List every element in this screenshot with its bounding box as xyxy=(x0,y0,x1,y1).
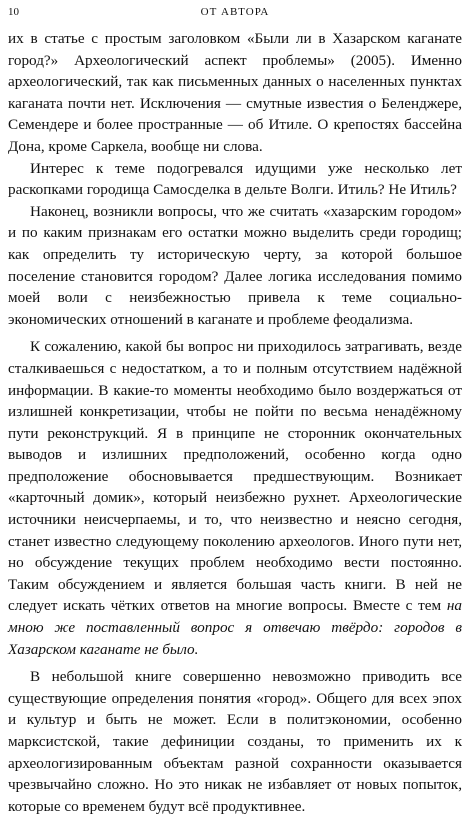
body-text xyxy=(8,28,462,817)
paragraph-4 xyxy=(8,336,462,660)
paragraph-2: Интерес к теме подогревался идущими уже несколько лет раскопками городища Самосделка в дельте Волги. Итиль? Не Итиль? xyxy=(8,159,462,199)
running-head: ОТ АВТОРА xyxy=(200,6,270,18)
page-number: 10 xyxy=(8,6,19,18)
paragraph-4-italic: на мною же поставленный вопрос я отвечаю твёрдо: городов в Хазарском каганате не было. xyxy=(8,597,462,658)
page-header xyxy=(8,4,462,24)
paragraph-3: Наконец, возникли вопросы, что же считать «хазарским городом» и по каким признакам его остатки можно выделить среди городищ; как определить ту историческую черту, за которой большое поселение становится городом? Далее логика исследования помимо моей воли с неизбежностью привела к теме социально-экономических отношений в каганате и проблеме феодализма. xyxy=(8,202,462,328)
paragraph-1: их в статье с простым заголовком «Были ли в Хазарском каганате город?» Археологический аспект проблемы» (2005). Именно археологический, так как письменных данных о населенных пунктах каганата почти нет. Исключения — смутные известия о Беленджере, Семендере и более пространные — об Итиле. О крепостях бассейна Дона, кроме Саркела, вообще ни слова. xyxy=(8,30,462,155)
paragraph-4-text: К сожалению, какой бы вопрос ни приходилось затрагивать, везде сталкиваешься с недостатком, а то и полным отсутствием надёжной информации. В какие-то моменты необходимо было воздержаться от излишней конкретизации, чтобы не пойти по весьма ненадёжному пути реконструкций. Я в принципе не сторонник окончательных выводов и излишних предположений, особенно когда одно предположение обосновывается предшествующим. Возникает «карточный домик», который неизбежно рухнет. Археологические источники неисчерпаемы, и то, что неизвестно и неясно сегодня, станет известно следующему поколению археологов. Иного пути нет, но обсуждение текущих проблем необходимо вести постоянно. Таким обсуждением и является большая часть книги. В ней не следует искать чётких ответов на многие вопросы. Вместе с тем xyxy=(8,338,462,615)
paragraph-5: В небольшой книге совершенно невозможно приводить все существующие определения понятия «город». Общего для всех эпох и культур и быть не может. Если в политэкономии, особенно марксистской, такие дефиниции созданы, то применить их к археологизированным объектам разной сохранности оказывается чрезвычайно сложно. Но это никак не избавляет от новых попыток, которые со временем будут всё продуктивнее. xyxy=(8,668,462,815)
book-page xyxy=(8,4,462,817)
